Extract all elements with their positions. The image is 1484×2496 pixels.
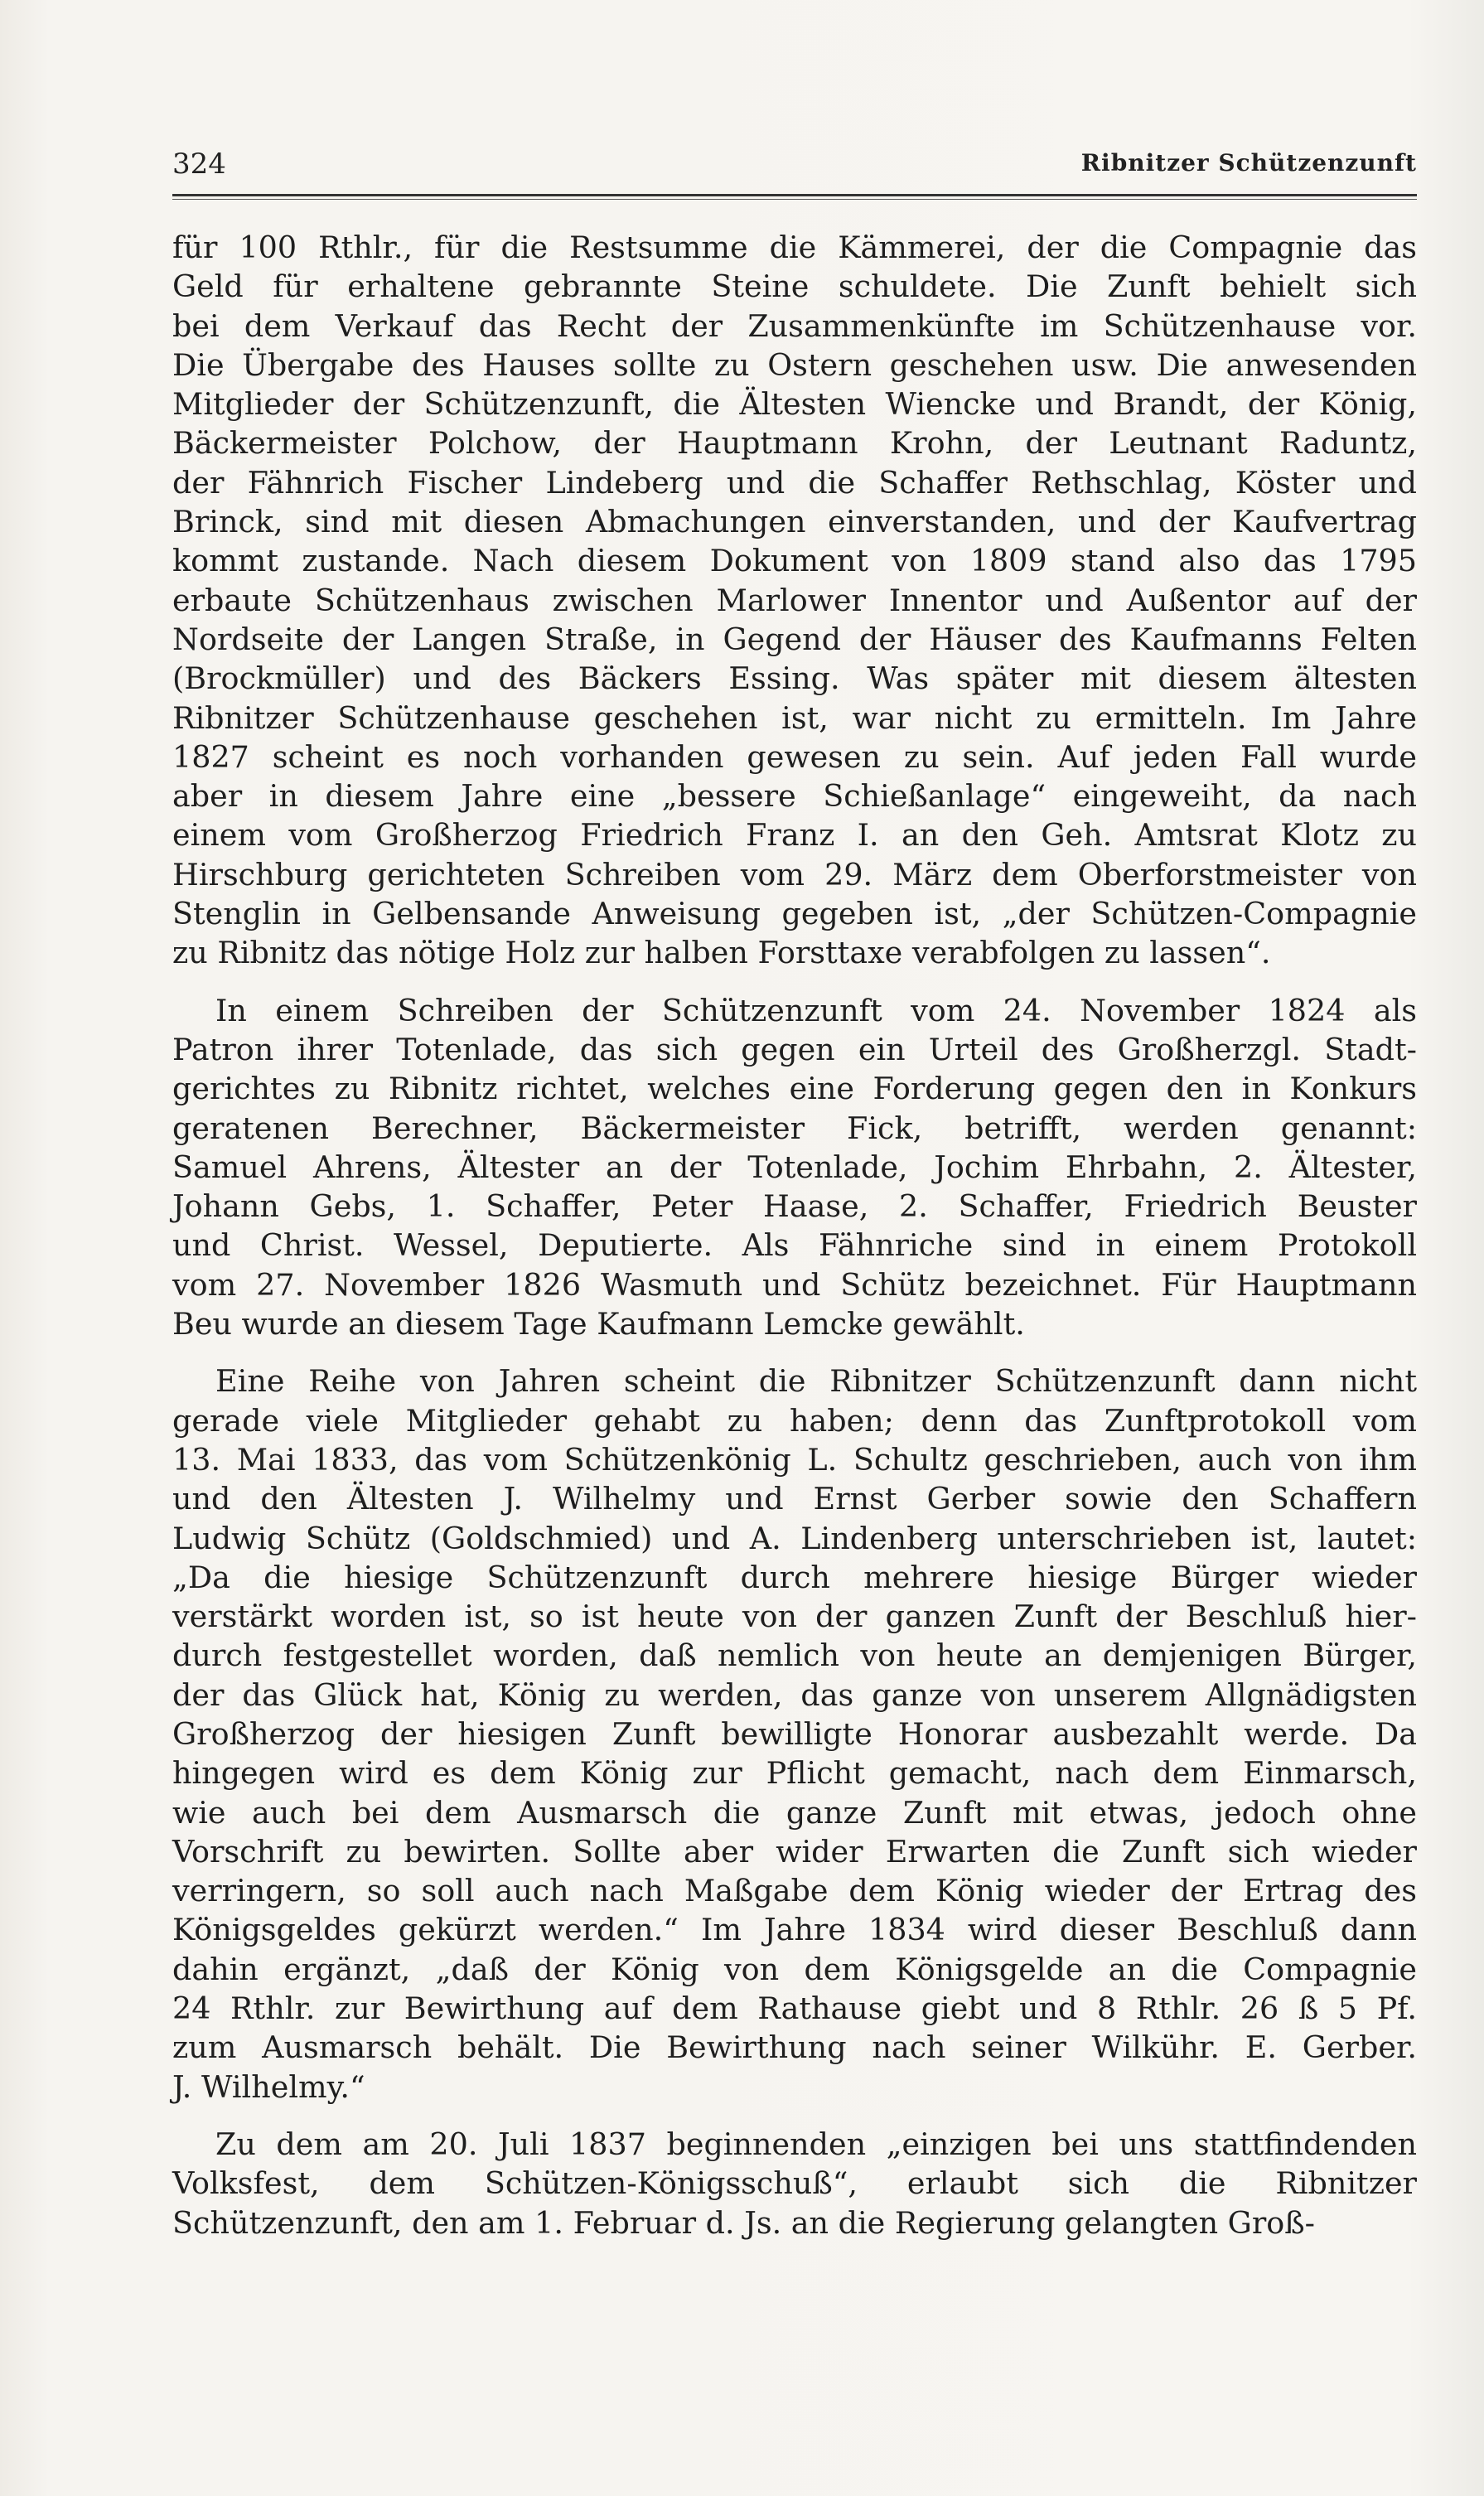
text-line: der das Glück hat, König zu werden, das ganze von unserem Allgnädigsten xyxy=(172,1676,1417,1713)
text-line: Die Übergabe des Hauses sollte zu Ostern geschehen usw. Die anwesenden xyxy=(172,346,1417,383)
text-line: geratenen Berechner, Bäckermeister Fick, betrifft, werden genannt: xyxy=(172,1110,1417,1146)
text-line: Mitglieder der Schützenzunft, die Ältesten Wiencke und Brandt, der König, xyxy=(172,386,1417,423)
text-line: Bäckermeister Polchow, der Hauptmann Krohn, der Leutnant Raduntz, xyxy=(172,425,1417,462)
paragraph xyxy=(172,228,1417,973)
text-line: und den Ältesten J. Wilhelmy und Ernst Gerber sowie den Schaffern xyxy=(172,1481,1417,1517)
text-line: Ludwig Schütz (Goldschmied) und A. Lindenberg unterschrieben ist, lautet: xyxy=(172,1520,1417,1556)
running-head: Ribnitzer Schützenzunft xyxy=(1080,149,1417,177)
text-line: gerichtes zu Ribnitz richtet, welches eine Forderung gegen den in Konkurs xyxy=(172,1071,1417,1107)
text-line: Beu wurde an diesem Tage Kaufmann Lemcke gewählt. xyxy=(172,1306,1025,1342)
text-line: Volksfest, dem Schützen-Königsschuß“, erlaubt sich die Ribnitzer xyxy=(172,2165,1417,2202)
text-line: vom 27. November 1826 Wasmuth und Schütz bezeichnet. Für Hauptmann xyxy=(172,1266,1417,1303)
text-line: durch festgestellet worden, daß nemlich von heute an demjenigen Bürger, xyxy=(172,1637,1417,1674)
text-line: hingegen wird es dem König zur Pflicht gemacht, nach dem Einmarsch, xyxy=(172,1755,1417,1792)
header-rule-thin xyxy=(172,199,1417,200)
page-number: 324 xyxy=(172,148,226,181)
text-line: kommt zustande. Nach diesem Dokument von 1809 stand also das 1795 xyxy=(172,543,1417,579)
paragraph xyxy=(172,1362,1417,2107)
text-line: Geld für erhaltene gebrannte Steine schuldete. Die Zunft behielt sich xyxy=(172,268,1417,305)
text-line: Vorschrift zu bewirten. Sollte aber wider Erwarten die Zunft sich wieder xyxy=(172,1833,1417,1870)
text-line: Königsgeldes gekürzt werden.“ Im Jahre 1834 wird dieser Beschluß dann xyxy=(172,1912,1417,1948)
body-text xyxy=(172,228,1417,2242)
text-line: verstärkt worden ist, so ist heute von der ganzen Zunft der Beschluß hier- xyxy=(172,1599,1417,1635)
text-line: für 100 Rthlr., für die Restsumme die Kämmerei, der die Compagnie das xyxy=(172,230,1417,265)
paragraph xyxy=(172,2125,1417,2242)
text-line: dahin ergänzt, „daß der König von dem Königsgelde an die Compagnie xyxy=(172,1951,1417,1987)
text-line: Schützenzunft, den am 1. Februar d. Js. an die Regierung gelangten Groß- xyxy=(172,2204,1315,2241)
text-line: zu Ribnitz das nötige Holz zur halben Forsttaxe verabfolgen zu lassen“. xyxy=(172,935,1271,971)
text-line: In einem Schreiben der Schützenzunft vom 24. November 1824 als xyxy=(215,992,1417,1028)
text-line: J. Wilhelmy.“ xyxy=(172,2068,365,2105)
text-line: Großherzog der hiesigen Zunft bewilligte Honorar ausbezahlt werde. Da xyxy=(172,1715,1417,1752)
text-line: und Christ. Wessel, Deputierte. Als Fähnriche sind in einem Protokoll xyxy=(172,1227,1417,1264)
paragraph xyxy=(172,991,1417,1344)
text-line: einem vom Großherzog Friedrich Franz I. an den Geh. Amtsrat Klotz zu xyxy=(172,817,1417,854)
text-line: 1827 scheint es noch vorhanden gewesen zu sein. Auf jeden Fall wurde xyxy=(172,738,1417,775)
text-line: Samuel Ahrens, Ältester an der Totenlade, Jochim Ehrbahn, 2. Ältester, xyxy=(172,1149,1417,1185)
text-line: verringern, so soll auch nach Maßgabe dem König wieder der Ertrag des xyxy=(172,1873,1417,1909)
text-line: 13. Mai 1833, das vom Schützenkönig L. Schultz geschrieben, auch von ihm xyxy=(172,1441,1417,1478)
header-rule xyxy=(172,194,1417,196)
text-line: gerade viele Mitglieder gehabt zu haben; denn das Zunftprotokoll vom xyxy=(172,1402,1417,1439)
text-line: (Brockmüller) und des Bäckers Essing. Was später mit diesem ältesten xyxy=(172,660,1417,697)
text-line: Eine Reihe von Jahren scheint die Ribnitzer Schützenzunft dann nicht xyxy=(215,1363,1417,1400)
text-line: Hirschburg gerichteten Schreiben vom 29. März dem Oberforstmeister von xyxy=(172,856,1417,892)
text-line: der Fähnrich Fischer Lindeberg und die Schaffer Rethschlag, Köster und xyxy=(172,464,1417,501)
text-line: bei dem Verkauf das Recht der Zusammenkünfte im Schützenhause vor. xyxy=(172,307,1417,344)
text-line: Brinck, sind mit diesen Abmachungen einverstanden, und der Kaufvertrag xyxy=(172,504,1417,540)
text-line: „Da die hiesige Schützenzunft durch mehrere hiesige Bürger wieder xyxy=(172,1559,1417,1595)
text-line: Patron ihrer Totenlade, das sich gegen ein Urteil des Großherzgl. Stadt- xyxy=(172,1031,1417,1067)
page-header xyxy=(172,141,1417,191)
text-line: Johann Gebs, 1. Schaffer, Peter Haase, 2. Schaffer, Friedrich Beuster xyxy=(172,1188,1417,1225)
text-line: zum Ausmarsch behält. Die Bewirthung nach seiner Wilkühr. E. Gerber. xyxy=(172,2029,1417,2066)
text-line: Ribnitzer Schützenhause geschehen ist, war nicht zu ermitteln. Im Jahre xyxy=(172,699,1417,736)
text-line: wie auch bei dem Ausmarsch die ganze Zunft mit etwas, jedoch ohne xyxy=(172,1794,1417,1831)
text-line: Stenglin in Gelbensande Anweisung gegeben ist, „der Schützen-Compagnie xyxy=(172,896,1417,932)
text-line: Zu dem am 20. Juli 1837 beginnenden „einzigen bei uns stattfindenden xyxy=(215,2126,1417,2162)
text-line: Nordseite der Langen Straße, in Gegend der Häuser des Kaufmanns Felten xyxy=(172,621,1417,657)
text-line: 24 Rthlr. zur Bewirthung auf dem Rathause giebt und 8 Rthlr. 26 ß 5 Pf. xyxy=(172,1991,1417,2027)
text-line: erbaute Schützenhaus zwischen Marlower Innentor und Außentor auf der xyxy=(172,582,1417,618)
text-line: aber in diesem Jahre eine „bessere Schießanlage“ eingeweiht, da nach xyxy=(172,778,1417,815)
